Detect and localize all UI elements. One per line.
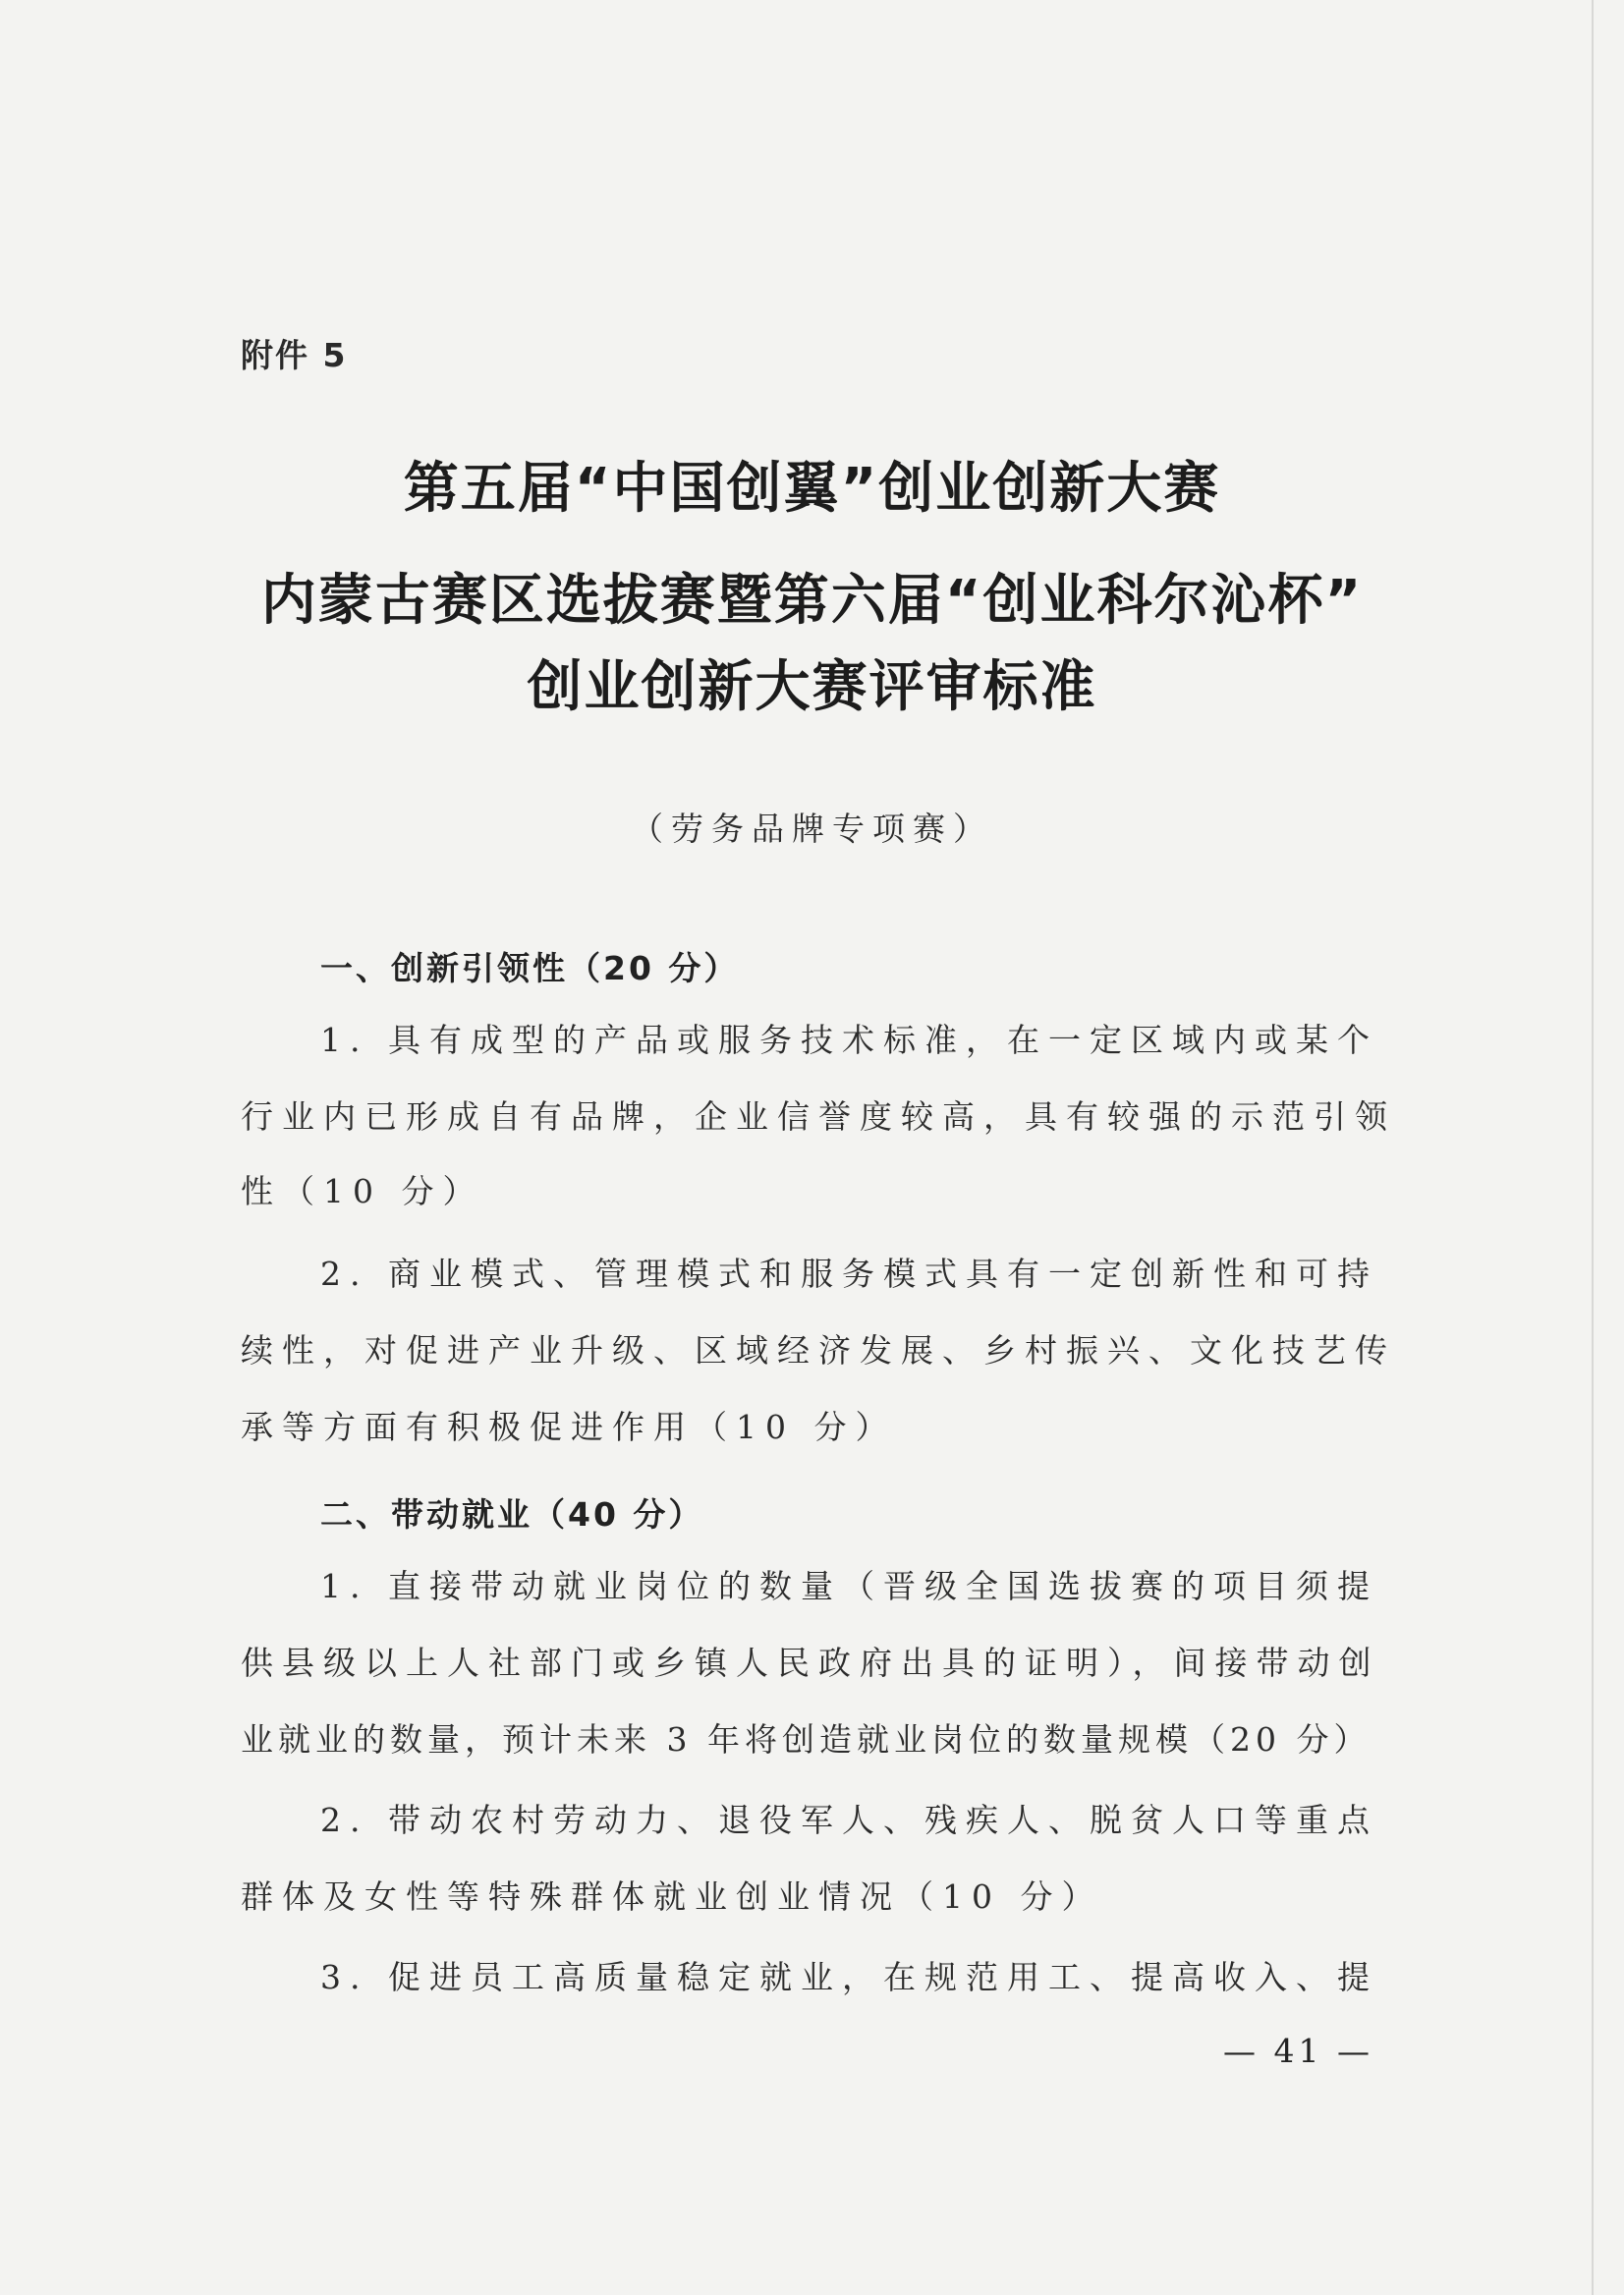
section1-item2-line3: 承等方面有积极促进作用（10 分） <box>241 1408 897 1446</box>
section1-item1-line3: 性（10 分） <box>241 1172 484 1210</box>
subtitle: （劳务品牌专项赛） <box>631 810 993 848</box>
annex-label: 附件 5 <box>241 336 348 374</box>
section1-item1-line1: 1. 具有成型的产品或服务技术标准，在一定区域内或某个 <box>320 1021 1378 1059</box>
section-heading-1: 一、创新引领性（20 分） <box>320 949 740 987</box>
scan-edge-line <box>1592 0 1594 2295</box>
section2-item1-line3: 业就业的数量，预计未来 3 年将创造就业岗位的数量规模（20 分） <box>241 1720 1372 1759</box>
section1-item2-line2: 续性，对促进产业升级、区域经济发展、乡村振兴、文化技艺传 <box>241 1331 1396 1370</box>
page-number: — 41 — <box>1223 2032 1373 2070</box>
title-line-3: 创业创新大赛评审标准 <box>527 655 1097 719</box>
section1-item1-line2: 行业内已形成自有品牌，企业信誉度较高，具有较强的示范引领 <box>241 1097 1396 1136</box>
section2-item1-line2: 供县级以上人社部门或乡镇人民政府出具的证明），间接带动创 <box>241 1644 1380 1682</box>
title-line-1: 第五届“中国创翼”创业创新大赛 <box>403 457 1221 521</box>
section-heading-2: 二、带动就业（40 分） <box>320 1495 704 1534</box>
section2-item2-line2: 群体及女性等特殊群体就业创业情况（10 分） <box>241 1877 1103 1916</box>
section2-item1-line1: 1. 直接带动就业岗位的数量（晋级全国选拔赛的项目须提 <box>320 1567 1378 1605</box>
title-line-2: 内蒙古赛区选拔赛暨第六届“创业科尔沁杯” <box>260 569 1364 633</box>
section2-item2-line1: 2. 带动农村劳动力、退役军人、残疾人、脱贫人口等重点 <box>320 1801 1378 1839</box>
section1-item2-line1: 2. 商业模式、管理模式和服务模式具有一定创新性和可持 <box>320 1255 1378 1293</box>
section2-item3-line1: 3. 促进员工高质量稳定就业，在规范用工、提高收入、提 <box>320 1958 1378 1996</box>
